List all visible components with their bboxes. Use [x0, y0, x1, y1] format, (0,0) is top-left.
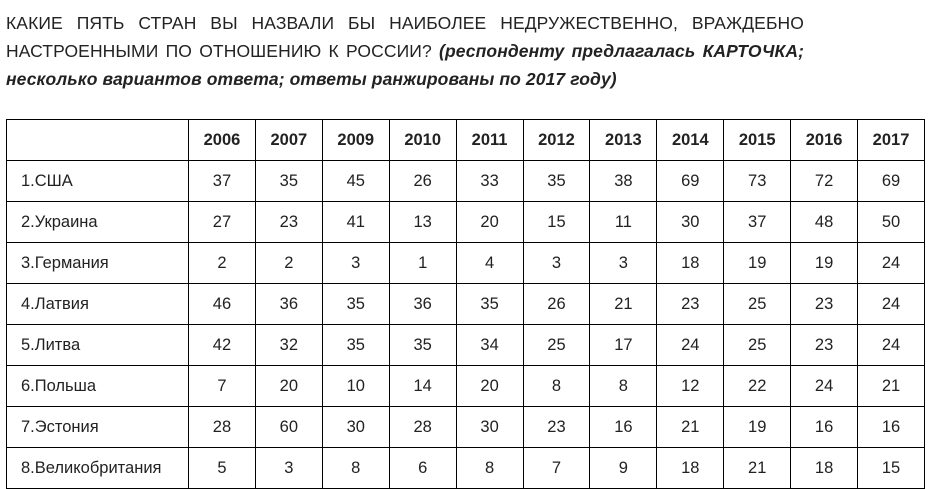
- value-cell: 23: [255, 202, 322, 243]
- value-cell: 7: [523, 448, 590, 489]
- value-cell: 48: [791, 202, 858, 243]
- value-cell: 27: [189, 202, 256, 243]
- value-cell: 28: [389, 407, 456, 448]
- value-cell: 23: [657, 284, 724, 325]
- year-header-cell: 2013: [590, 120, 657, 161]
- value-cell: 73: [724, 161, 791, 202]
- value-cell: 35: [456, 284, 523, 325]
- header-row: [7, 120, 925, 161]
- value-cell: 34: [456, 325, 523, 366]
- year-header-cell: 2011: [456, 120, 523, 161]
- table-row: [7, 284, 925, 325]
- value-cell: 35: [523, 161, 590, 202]
- value-cell: 36: [389, 284, 456, 325]
- table-row: [7, 161, 925, 202]
- value-cell: 3: [322, 243, 389, 284]
- year-header-cell: 2009: [322, 120, 389, 161]
- value-cell: 33: [456, 161, 523, 202]
- value-cell: 12: [657, 366, 724, 407]
- question-note: (респонденту предлагалась КАРТОЧКА; несколько вариантов ответа; ответы ранжированы по 2017 году): [6, 41, 804, 89]
- value-cell: 35: [322, 284, 389, 325]
- country-cell: 3.Германия: [7, 243, 189, 284]
- value-cell: 28: [189, 407, 256, 448]
- value-cell: 18: [657, 243, 724, 284]
- value-cell: 21: [858, 366, 925, 407]
- value-cell: 15: [858, 448, 925, 489]
- value-cell: 72: [791, 161, 858, 202]
- value-cell: 21: [724, 448, 791, 489]
- country-cell: 6.Польша: [7, 366, 189, 407]
- value-cell: 25: [724, 325, 791, 366]
- value-cell: 24: [858, 243, 925, 284]
- year-header-cell: 2012: [523, 120, 590, 161]
- value-cell: 30: [322, 407, 389, 448]
- table-row: [7, 202, 925, 243]
- value-cell: 35: [322, 325, 389, 366]
- country-cell: 7.Эстония: [7, 407, 189, 448]
- value-cell: 60: [255, 407, 322, 448]
- value-cell: 18: [657, 448, 724, 489]
- year-header-cell: 2007: [255, 120, 322, 161]
- value-cell: 1: [389, 243, 456, 284]
- value-cell: 18: [791, 448, 858, 489]
- value-cell: 4: [456, 243, 523, 284]
- value-cell: 13: [389, 202, 456, 243]
- value-cell: 8: [322, 448, 389, 489]
- value-cell: 45: [322, 161, 389, 202]
- value-cell: 2: [189, 243, 256, 284]
- value-cell: 38: [590, 161, 657, 202]
- value-cell: 24: [791, 366, 858, 407]
- value-cell: 20: [456, 366, 523, 407]
- survey-table-body: [7, 161, 925, 489]
- year-header-cell: 2006: [189, 120, 256, 161]
- value-cell: 3: [590, 243, 657, 284]
- value-cell: 24: [858, 284, 925, 325]
- value-cell: 19: [791, 243, 858, 284]
- value-cell: 22: [724, 366, 791, 407]
- value-cell: 36: [255, 284, 322, 325]
- value-cell: 35: [389, 325, 456, 366]
- year-header-cell: 2014: [657, 120, 724, 161]
- value-cell: 24: [657, 325, 724, 366]
- value-cell: 25: [523, 325, 590, 366]
- value-cell: 21: [657, 407, 724, 448]
- value-cell: 3: [523, 243, 590, 284]
- table-row: [7, 366, 925, 407]
- value-cell: 14: [389, 366, 456, 407]
- value-cell: 37: [724, 202, 791, 243]
- value-cell: 7: [189, 366, 256, 407]
- survey-table: [6, 119, 925, 489]
- country-cell: 2.Украина: [7, 202, 189, 243]
- value-cell: 23: [523, 407, 590, 448]
- value-cell: 50: [858, 202, 925, 243]
- value-cell: 19: [724, 407, 791, 448]
- table-row: [7, 448, 925, 489]
- value-cell: 46: [189, 284, 256, 325]
- value-cell: 30: [657, 202, 724, 243]
- country-cell: 4.Латвия: [7, 284, 189, 325]
- value-cell: 3: [255, 448, 322, 489]
- value-cell: 10: [322, 366, 389, 407]
- value-cell: 23: [791, 284, 858, 325]
- value-cell: 15: [523, 202, 590, 243]
- value-cell: 25: [724, 284, 791, 325]
- value-cell: 35: [255, 161, 322, 202]
- value-cell: 23: [791, 325, 858, 366]
- value-cell: 5: [189, 448, 256, 489]
- table-row: [7, 407, 925, 448]
- value-cell: 24: [858, 325, 925, 366]
- value-cell: 20: [456, 202, 523, 243]
- table-row: [7, 325, 925, 366]
- value-cell: 21: [590, 284, 657, 325]
- value-cell: 8: [590, 366, 657, 407]
- value-cell: 16: [858, 407, 925, 448]
- year-header-cell: 2015: [724, 120, 791, 161]
- value-cell: 19: [724, 243, 791, 284]
- country-cell: 8.Великобритания: [7, 448, 189, 489]
- table-row: [7, 243, 925, 284]
- value-cell: 2: [255, 243, 322, 284]
- value-cell: 6: [389, 448, 456, 489]
- value-cell: 20: [255, 366, 322, 407]
- value-cell: 69: [657, 161, 724, 202]
- survey-question: [6, 9, 804, 93]
- value-cell: 8: [456, 448, 523, 489]
- value-cell: 16: [791, 407, 858, 448]
- value-cell: 26: [523, 284, 590, 325]
- year-header-cell: 2010: [389, 120, 456, 161]
- value-cell: 37: [189, 161, 256, 202]
- value-cell: 30: [456, 407, 523, 448]
- value-cell: 69: [858, 161, 925, 202]
- value-cell: 8: [523, 366, 590, 407]
- value-cell: 26: [389, 161, 456, 202]
- value-cell: 17: [590, 325, 657, 366]
- country-cell: 1.США: [7, 161, 189, 202]
- value-cell: 42: [189, 325, 256, 366]
- value-cell: 11: [590, 202, 657, 243]
- year-header-cell: 2016: [791, 120, 858, 161]
- question-text: КАКИЕ ПЯТЬ СТРАН ВЫ НАЗВАЛИ БЫ НАИБОЛЕЕ НЕДРУЖЕСТВЕННО, ВРАЖДЕБНО НАСТРОЕННЫМИ ПО ОТНОШЕНИЮ К РОССИИ?: [6, 13, 804, 61]
- value-cell: 16: [590, 407, 657, 448]
- survey-table-header: [7, 120, 925, 161]
- value-cell: 9: [590, 448, 657, 489]
- value-cell: 41: [322, 202, 389, 243]
- country-cell: 5.Литва: [7, 325, 189, 366]
- value-cell: 32: [255, 325, 322, 366]
- header-corner-cell: [7, 120, 189, 161]
- year-header-cell: 2017: [858, 120, 925, 161]
